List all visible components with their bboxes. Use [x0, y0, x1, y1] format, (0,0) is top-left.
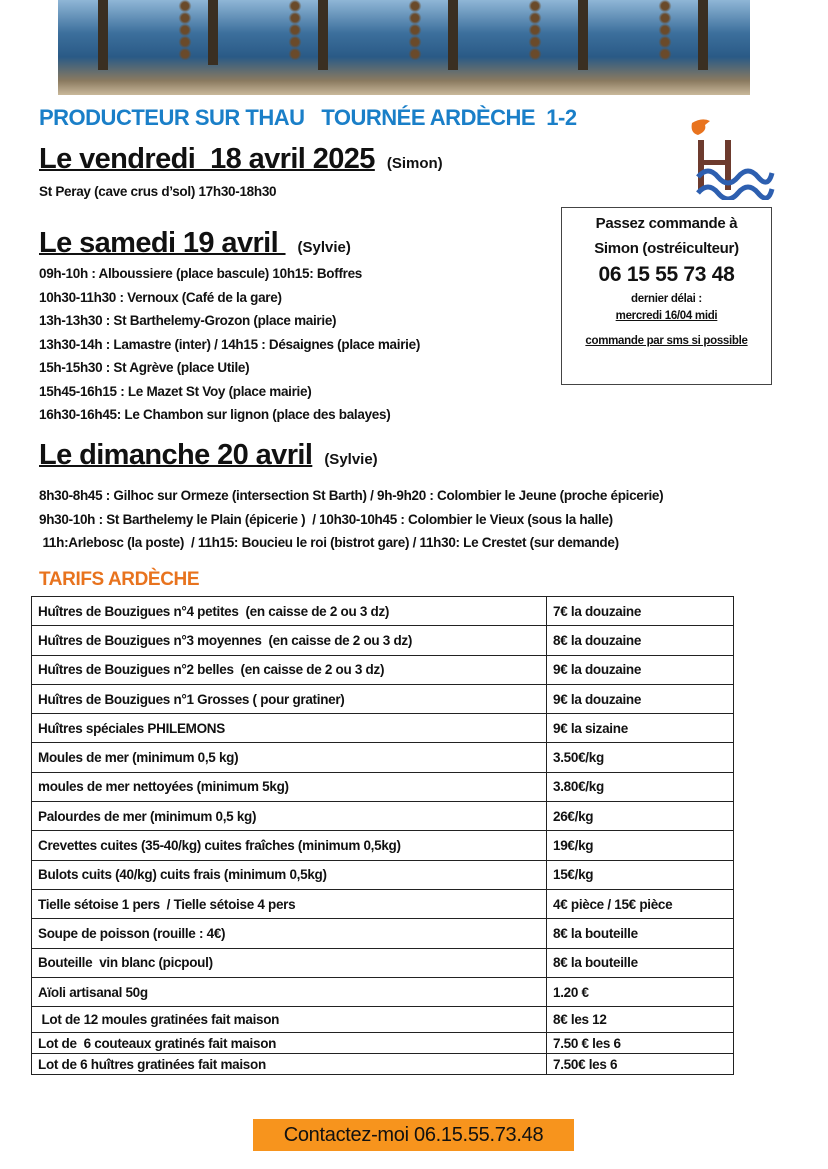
schedule-line: 11h:Arlebosc (la poste) / 11h15: Boucieu le roi (bistrot gare) / 11h30: Le Crestet (sur demande)	[39, 535, 619, 550]
price-row	[32, 831, 734, 860]
price-row	[32, 802, 734, 831]
day-sunday	[39, 439, 663, 555]
price-item: Lot de 12 moules gratinées fait maison	[32, 1007, 547, 1033]
price-item: Huîtres de Bouzigues n°4 petites (en caisse de 2 ou 3 dz)	[32, 597, 547, 626]
schedule-line: 15h-15h30 : St Agrève (place Utile)	[39, 360, 250, 375]
price-row	[32, 684, 734, 713]
producer-logo	[688, 115, 776, 200]
price-item: Bulots cuits (40/kg) cuits frais (minimum 0,5kg)	[32, 860, 547, 889]
price-price: 9€ la sizaine	[547, 714, 734, 743]
order-line2: Simon (ostréiculteur)	[594, 240, 739, 257]
price-row	[32, 655, 734, 684]
price-price: 8€ la bouteille	[547, 919, 734, 948]
price-row	[32, 714, 734, 743]
day-person: (Sylvie)	[324, 451, 378, 468]
price-row	[32, 597, 734, 626]
order-line1: Passez commande à	[595, 215, 738, 232]
day-heading: Le samedi 19 avril	[39, 227, 286, 259]
price-item: Lot de 6 huîtres gratinées fait maison	[32, 1054, 547, 1075]
day-friday	[39, 143, 443, 204]
price-item: Huîtres de Bouzigues n°2 belles (en caisse de 2 ou 3 dz)	[32, 655, 547, 684]
price-item: moules de mer nettoyées (minimum 5kg)	[32, 772, 547, 801]
price-price: 1.20 €	[547, 977, 734, 1006]
price-price: 8€ la bouteille	[547, 948, 734, 977]
deadline-value: mercredi 16/04 midi	[615, 310, 718, 322]
price-table	[31, 596, 734, 1075]
oyster-farm-banner-image	[58, 0, 750, 95]
price-item: Huîtres de Bouzigues n°1 Grosses ( pour gratiner)	[32, 684, 547, 713]
price-row	[32, 626, 734, 655]
schedule-line: St Peray (cave crus d’sol) 17h30-18h30	[39, 184, 277, 199]
day-heading: Le vendredi 18 avril 2025	[39, 143, 375, 175]
price-price: 7.50 € les 6	[547, 1033, 734, 1054]
price-price: 19€/kg	[547, 831, 734, 860]
price-row	[32, 1033, 734, 1054]
price-price: 7€ la douzaine	[547, 597, 734, 626]
price-row	[32, 919, 734, 948]
price-item: Crevettes cuites (35-40/kg) cuites fraîches (minimum 0,5kg)	[32, 831, 547, 860]
price-item: Moules de mer (minimum 0,5 kg)	[32, 743, 547, 772]
price-item: Huîtres de Bouzigues n°3 moyennes (en caisse de 2 ou 3 dz)	[32, 626, 547, 655]
price-item: Huîtres spéciales PHILEMONS	[32, 714, 547, 743]
order-info-box	[561, 207, 772, 385]
price-row	[32, 889, 734, 918]
day-person: (Sylvie)	[297, 239, 351, 256]
price-price: 9€ la douzaine	[547, 655, 734, 684]
price-row	[32, 1054, 734, 1075]
price-item: Aïoli artisanal 50g	[32, 977, 547, 1006]
price-item: Tielle sétoise 1 pers / Tielle sétoise 4 pers	[32, 889, 547, 918]
page-title: PRODUCTEUR SUR THAU TOURNÉE ARDÈCHE 1-2	[39, 105, 577, 130]
price-price: 8€ les 12	[547, 1007, 734, 1033]
price-price: 3.80€/kg	[547, 772, 734, 801]
price-price: 26€/kg	[547, 802, 734, 831]
tarifs-heading: TARIFS ARDÈCHE	[39, 569, 200, 590]
schedule-line: 16h30-16h45: Le Chambon sur lignon (place des balayes)	[39, 407, 391, 422]
schedule-line: 09h-10h : Alboussiere (place bascule) 10h15: Boffres	[39, 266, 363, 281]
schedule-line: 15h45-16h15 : Le Mazet St Voy (place mairie)	[39, 383, 312, 399]
price-item: Bouteille vin blanc (picpoul)	[32, 948, 547, 977]
price-row	[32, 772, 734, 801]
price-price: 4€ pièce / 15€ pièce	[547, 889, 734, 918]
price-row	[32, 860, 734, 889]
price-price: 3.50€/kg	[547, 743, 734, 772]
schedule-line: 8h30-8h45 : Gilhoc sur Ormeze (intersection St Barth) / 9h-9h20 : Colombier le Jeune (proche épicerie)	[39, 488, 664, 503]
schedule-line: 9h30-10h : St Barthelemy le Plain (épicerie ) / 10h30-10h45 : Colombier le Vieux (sous la halle)	[39, 511, 613, 527]
price-item: Soupe de poisson (rouille : 4€)	[32, 919, 547, 948]
deadline-label: dernier délai :	[631, 293, 702, 305]
price-price: 8€ la douzaine	[547, 626, 734, 655]
contact-banner[interactable]: Contactez-moi 06.15.55.73.48	[253, 1119, 574, 1151]
schedule-line: 13h30-14h : Lamastre (inter) / 14h15 : Désaignes (place mairie)	[39, 336, 421, 352]
day-heading: Le dimanche 20 avril	[39, 439, 313, 471]
schedule-line: 10h30-11h30 : Vernoux (Café de la gare)	[39, 289, 282, 305]
price-item: Palourdes de mer (minimum 0,5 kg)	[32, 802, 547, 831]
day-saturday	[39, 227, 420, 427]
price-row	[32, 948, 734, 977]
sms-note: commande par sms si possible	[585, 335, 748, 347]
day-person: (Simon)	[386, 155, 443, 172]
price-price: 9€ la douzaine	[547, 684, 734, 713]
price-item: Lot de 6 couteaux gratinés fait maison	[32, 1033, 547, 1054]
price-row	[32, 977, 734, 1006]
price-row	[32, 743, 734, 772]
price-row	[32, 1007, 734, 1033]
price-price: 7.50€ les 6	[547, 1054, 734, 1075]
schedule-line: 13h-13h30 : St Barthelemy-Grozon (place mairie)	[39, 313, 337, 328]
price-price: 15€/kg	[547, 860, 734, 889]
order-phone[interactable]: 06 15 55 73 48	[598, 263, 735, 286]
